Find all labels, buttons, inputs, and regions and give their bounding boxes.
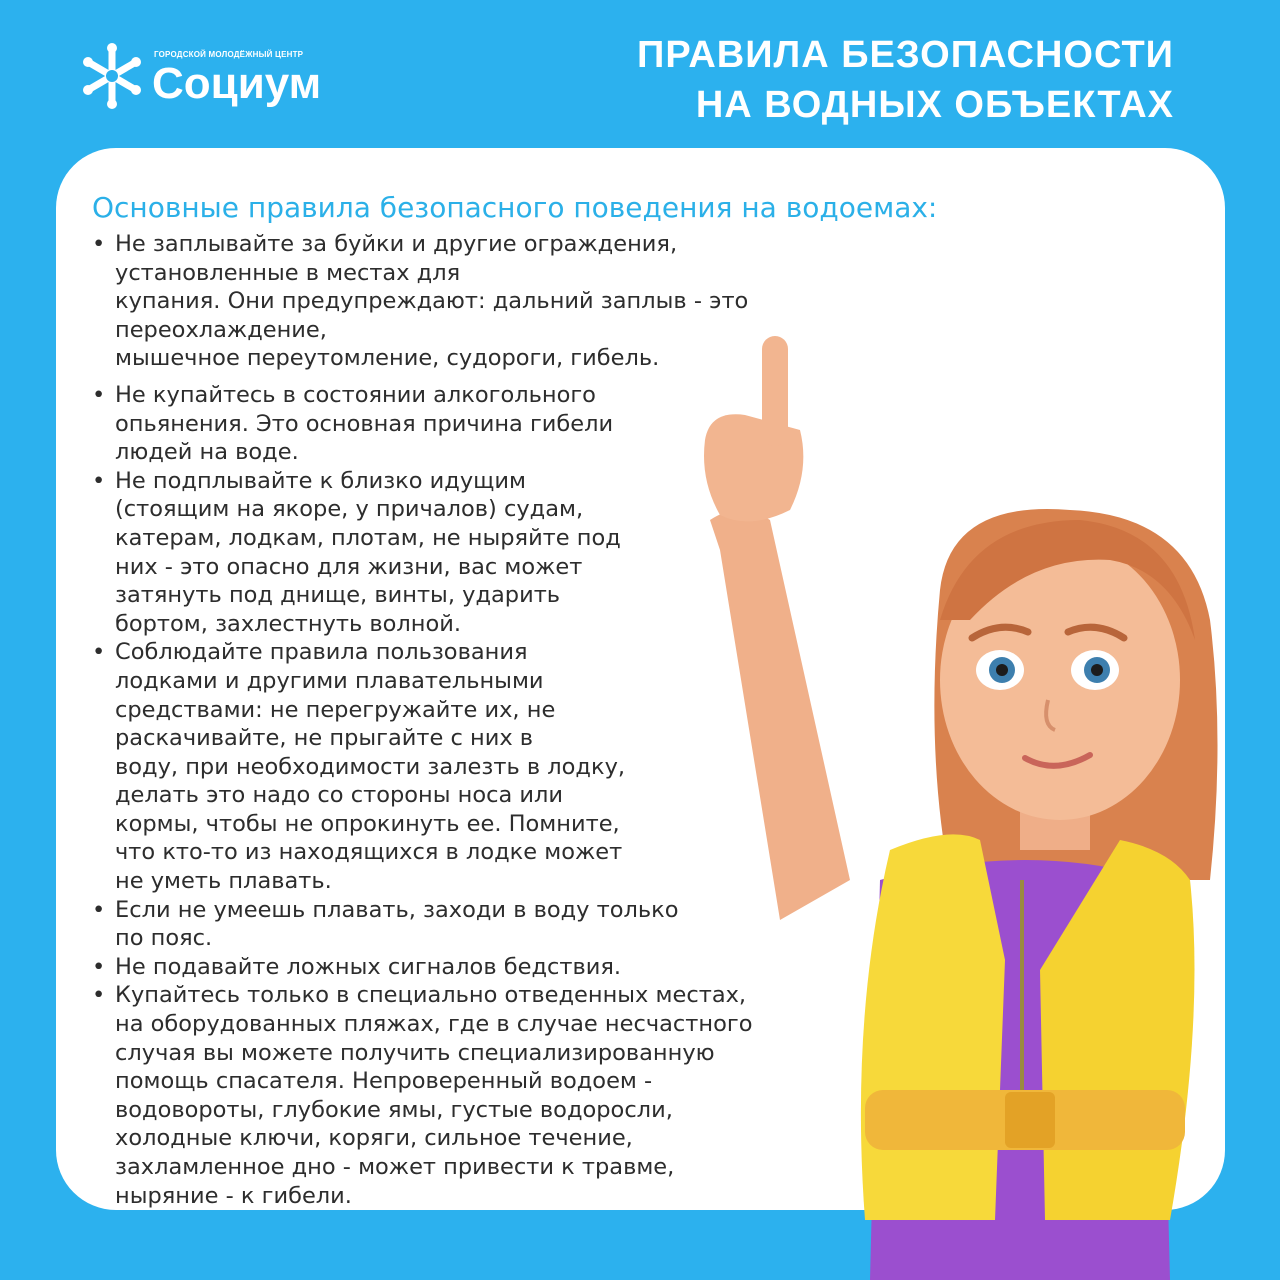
page-title-line-2: НА ВОДНЫХ ОБЪЕКТАХ [695,84,1174,126]
rules-list [92,230,852,1210]
rule-item: • Не подавайте ложных сигналов бедствия. [92,953,852,982]
rule-item: • Если не умеешь плавать, заходи в воду только по пояс. [92,896,852,953]
rule-item: • Не заплывайте за буйки и другие ограждения, установленные в местах для купания. Они предупреждают: дальний заплыв - это переохлаждение, мышечное переутомление, судороги, гибель. [92,230,852,373]
rules-heading: Основные правила безопасного поведения на водоемах: [92,191,938,224]
brand-logo [78,42,378,112]
page-title-line-1: ПРАВИЛА БЕЗОПАСНОСТИ [637,34,1174,76]
rule-item: • Купайтесь только в специально отведенных местах, на оборудованных пляжах, где в случае несчастного случая вы можете получить специализированную помощь спасателя. Непроверенный водоем - водовороты, глубокие ямы, густые водоросли, холодные ключи, коряги, сильное течение, захламленное дно - может привести к травме, ныряние - к гибели. [92,981,852,1210]
snowflake-logo-icon [78,42,146,110]
brand-subtitle: ГОРОДСКОЙ МОЛОДЁЖНЫЙ ЦЕНТР [154,50,304,59]
rule-item: • Не подплывайте к близко идущим (стоящим на якоре, у причалов) судам, катерам, лодкам, плотам, не ныряйте под них - это опасно для жизни, вас может затянуть под днище, винты, ударить бортом, захлестнуть волной. [92,467,852,639]
rule-item: • Не купайтесь в состоянии алкогольного опьянения. Это основная причина гибели людей на воде. [92,381,852,467]
life-vest-left [861,834,1005,1220]
rule-item: • Соблюдайте правила пользования лодками и другими плавательными средствами: не перегружайте их, не раскачивайте, не прыгайте с них в воду, при необходимости залезть в лодку, делать это надо со стороны носа или кормы, чтобы не опрокинуть ее. Помните, что кто-то из находящихся в лодке может не уметь плавать. [92,638,852,895]
brand-name: Социум [152,59,322,108]
life-vest-buckle [1005,1092,1055,1148]
rules-section [92,190,938,1210]
page-title [614,30,1174,130]
